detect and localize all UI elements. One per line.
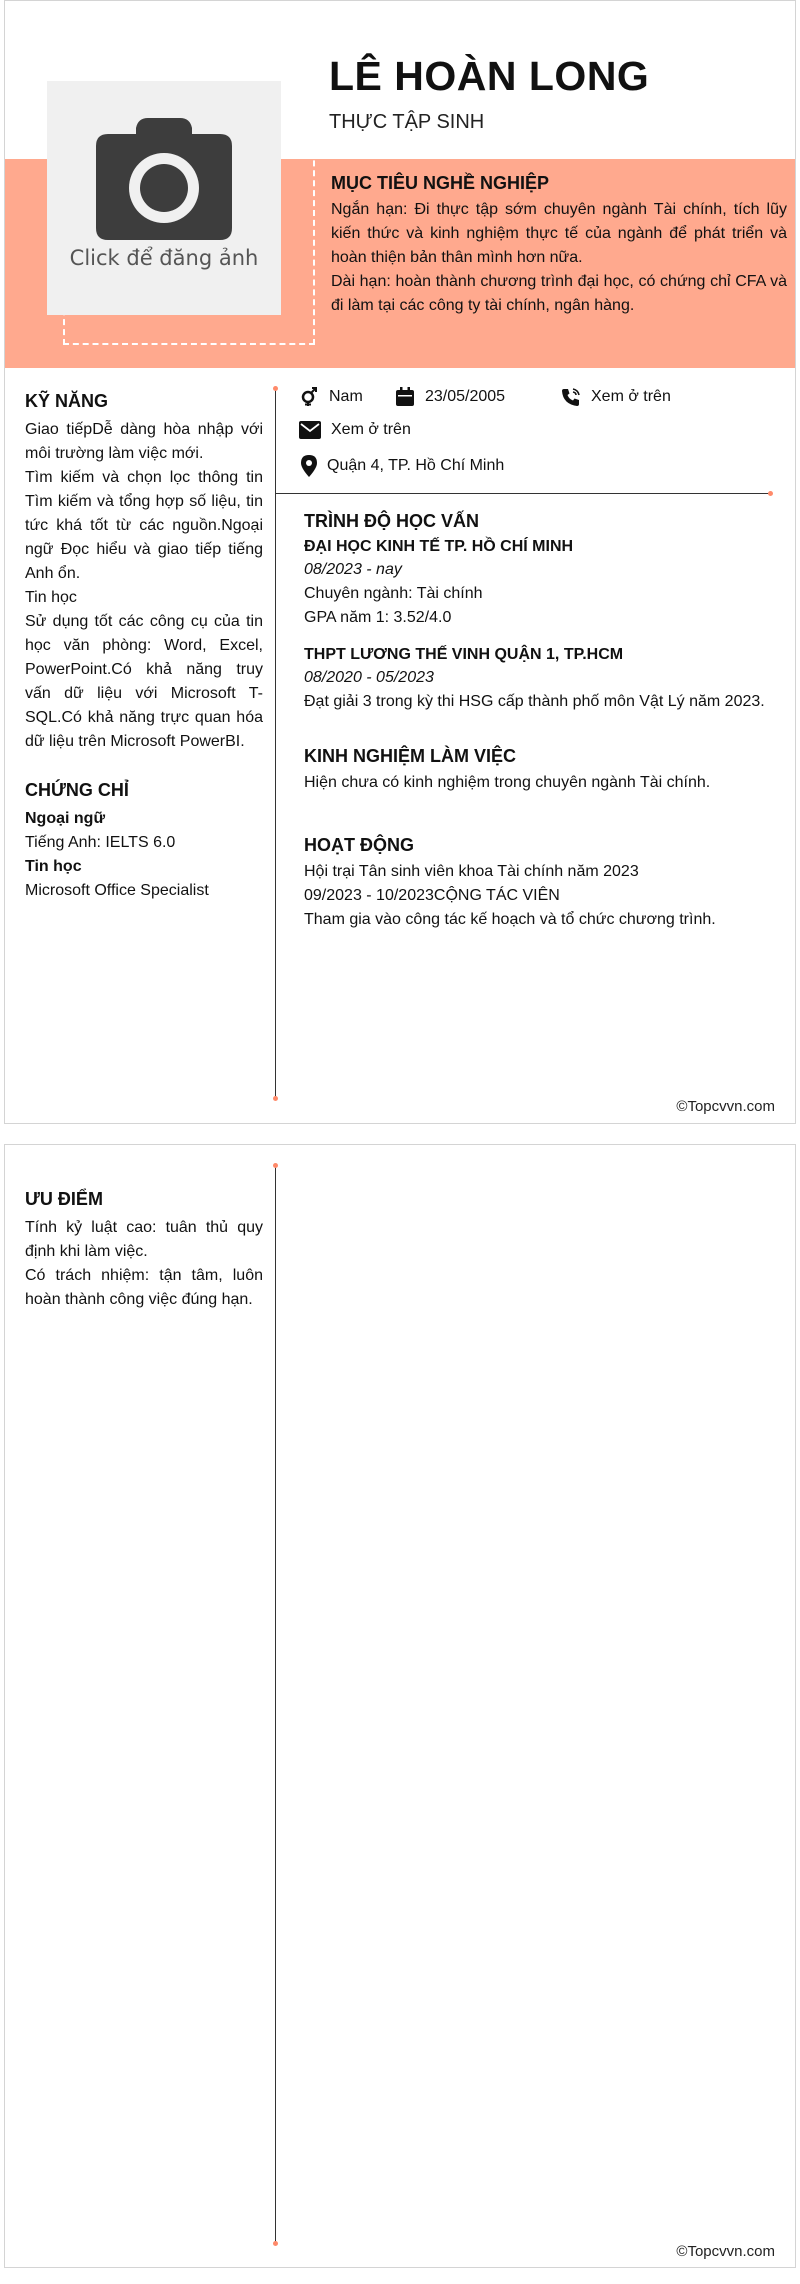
- footer-credit: ©Topcvvn.com: [676, 2243, 775, 2260]
- gender-icon: [299, 387, 319, 407]
- column-divider: [275, 1165, 276, 2245]
- address-value: Quận 4, TP. Hồ Chí Minh: [327, 457, 505, 474]
- experience-text: Hiện chưa có kinh nghiệm trong chuyên ngành Tài chính.: [304, 774, 711, 791]
- skill-item: Tìm kiếm và chọn lọc thông tin Tìm kiếm và tổng hợp số liệu, tin tức khá tốt từ các nguồn.Ngoại ngữ Đọc hiểu và giao tiếp tiếng Anh ổn.: [25, 469, 263, 582]
- school-name: ĐẠI HỌC KINH TẾ TP. HỒ CHÍ MINH: [304, 538, 574, 555]
- right-column: [304, 511, 784, 958]
- cert-language-value: Tiếng Anh: IELTS 6.0: [25, 834, 176, 851]
- candidate-title: THỰC TẬP SINH: [329, 111, 485, 133]
- contact-birthday: [395, 387, 505, 407]
- divider-dot-bottom: [273, 2241, 278, 2246]
- activities-section: [304, 835, 784, 932]
- school-detail: GPA năm 1: 3.52/4.0: [304, 609, 452, 626]
- cert-language-label: Ngoại ngữ: [25, 810, 106, 827]
- birthday-value: 23/05/2005: [425, 388, 506, 405]
- camera-icon: [92, 116, 236, 242]
- education-section: [304, 511, 784, 714]
- contact-email: [299, 421, 411, 439]
- calendar-icon: [395, 387, 415, 407]
- cv-page-2: [4, 1144, 796, 2268]
- education-heading: TRÌNH ĐỘ HỌC VẤN: [304, 511, 479, 531]
- strengths-section: [25, 1189, 263, 1312]
- certificates-heading: CHỨNG CHỈ: [25, 780, 129, 800]
- left-column: [25, 1189, 263, 1338]
- school-name: THPT LƯƠNG THẾ VINH QUẬN 1, TP.HCM: [304, 646, 624, 663]
- experience-section: [304, 746, 784, 795]
- phone-icon: [561, 387, 581, 407]
- contact-address: [301, 455, 504, 477]
- photo-upload-label: Click để đăng ảnh: [69, 246, 259, 270]
- strength-item: Tính kỷ luật cao: tuân thủ quy định khi làm việc.: [25, 1219, 263, 1260]
- left-column: [25, 391, 263, 929]
- location-pin-icon: [301, 455, 317, 477]
- school-detail: Đạt giải 3 trong kỳ thi HSG cấp thành phố môn Vật Lý năm 2023.: [304, 693, 765, 710]
- skills-heading: KỸ NĂNG: [25, 391, 109, 411]
- activity-period-role: 09/2023 - 10/2023CỘNG TÁC VIÊN: [304, 887, 560, 904]
- skill-item: Sử dụng tốt các công cụ của tin học văn phòng: Word, Excel, PowerPoint.Có khả năng truy vấn dữ liệu với Microsoft T-SQL.Có khả năng trực quan hóa dữ liệu trên Microsoft PowerBI.: [25, 613, 263, 750]
- candidate-name: LÊ HOÀN LONG: [329, 53, 650, 99]
- career-objective: [331, 173, 787, 318]
- strengths-heading: ƯU ĐIỂM: [25, 1189, 103, 1209]
- column-divider: [275, 388, 276, 1098]
- footer-credit: ©Topcvvn.com: [676, 1098, 775, 1115]
- divider-dot-top: [273, 1163, 278, 1168]
- email-value: Xem ở trên: [331, 421, 411, 438]
- certificates-section: [25, 780, 263, 903]
- cert-it-label: Tin học: [25, 858, 82, 875]
- skill-item: Tin học: [25, 589, 77, 606]
- activities-heading: HOẠT ĐỘNG: [304, 835, 414, 855]
- cv-page-1: [4, 0, 796, 1124]
- divider-dot-bottom: [273, 1096, 278, 1101]
- school-period: 08/2023 - nay: [304, 561, 402, 578]
- phone-value: Xem ở trên: [591, 388, 671, 405]
- objective-heading: MỤC TIÊU NGHỀ NGHIỆP: [331, 173, 550, 193]
- strength-item: Có trách nhiệm: tận tâm, luôn hoàn thành công việc đúng hạn.: [25, 1267, 263, 1308]
- skill-item: Giao tiếpDễ dàng hòa nhập với môi trường làm việc mới.: [25, 421, 263, 462]
- objective-long-term: Dài hạn: hoàn thành chương trình đại học, có chứng chỉ CFA và đi làm tại các công ty tài chính, ngân hàng.: [331, 273, 787, 314]
- contact-divider-dot: [768, 491, 773, 496]
- skills-section: [25, 391, 263, 754]
- divider-dot-top: [273, 386, 278, 391]
- contact-divider: [275, 493, 770, 494]
- contact-phone: [561, 387, 671, 407]
- school-detail: Chuyên ngành: Tài chính: [304, 585, 483, 602]
- contact-gender: [299, 387, 363, 407]
- activity-description: Tham gia vào công tác kế hoạch và tổ chức chương trình.: [304, 911, 716, 928]
- avatar-upload[interactable]: [47, 81, 281, 315]
- experience-heading: KINH NGHIỆM LÀM VIỆC: [304, 746, 517, 766]
- activity-name: Hội trại Tân sinh viên khoa Tài chính năm 2023: [304, 863, 639, 880]
- gender-value: Nam: [329, 388, 363, 405]
- envelope-icon: [299, 421, 321, 439]
- objective-short-term: Ngắn hạn: Đi thực tập sớm chuyên ngành Tài chính, tích lũy kiến thức và kinh nghiệm thực tế của ngành để phát triển và hoàn thiện bản thân mình hơn nữa.: [331, 201, 787, 266]
- school-period: 08/2020 - 05/2023: [304, 669, 434, 686]
- cert-it-value: Microsoft Office Specialist: [25, 882, 209, 899]
